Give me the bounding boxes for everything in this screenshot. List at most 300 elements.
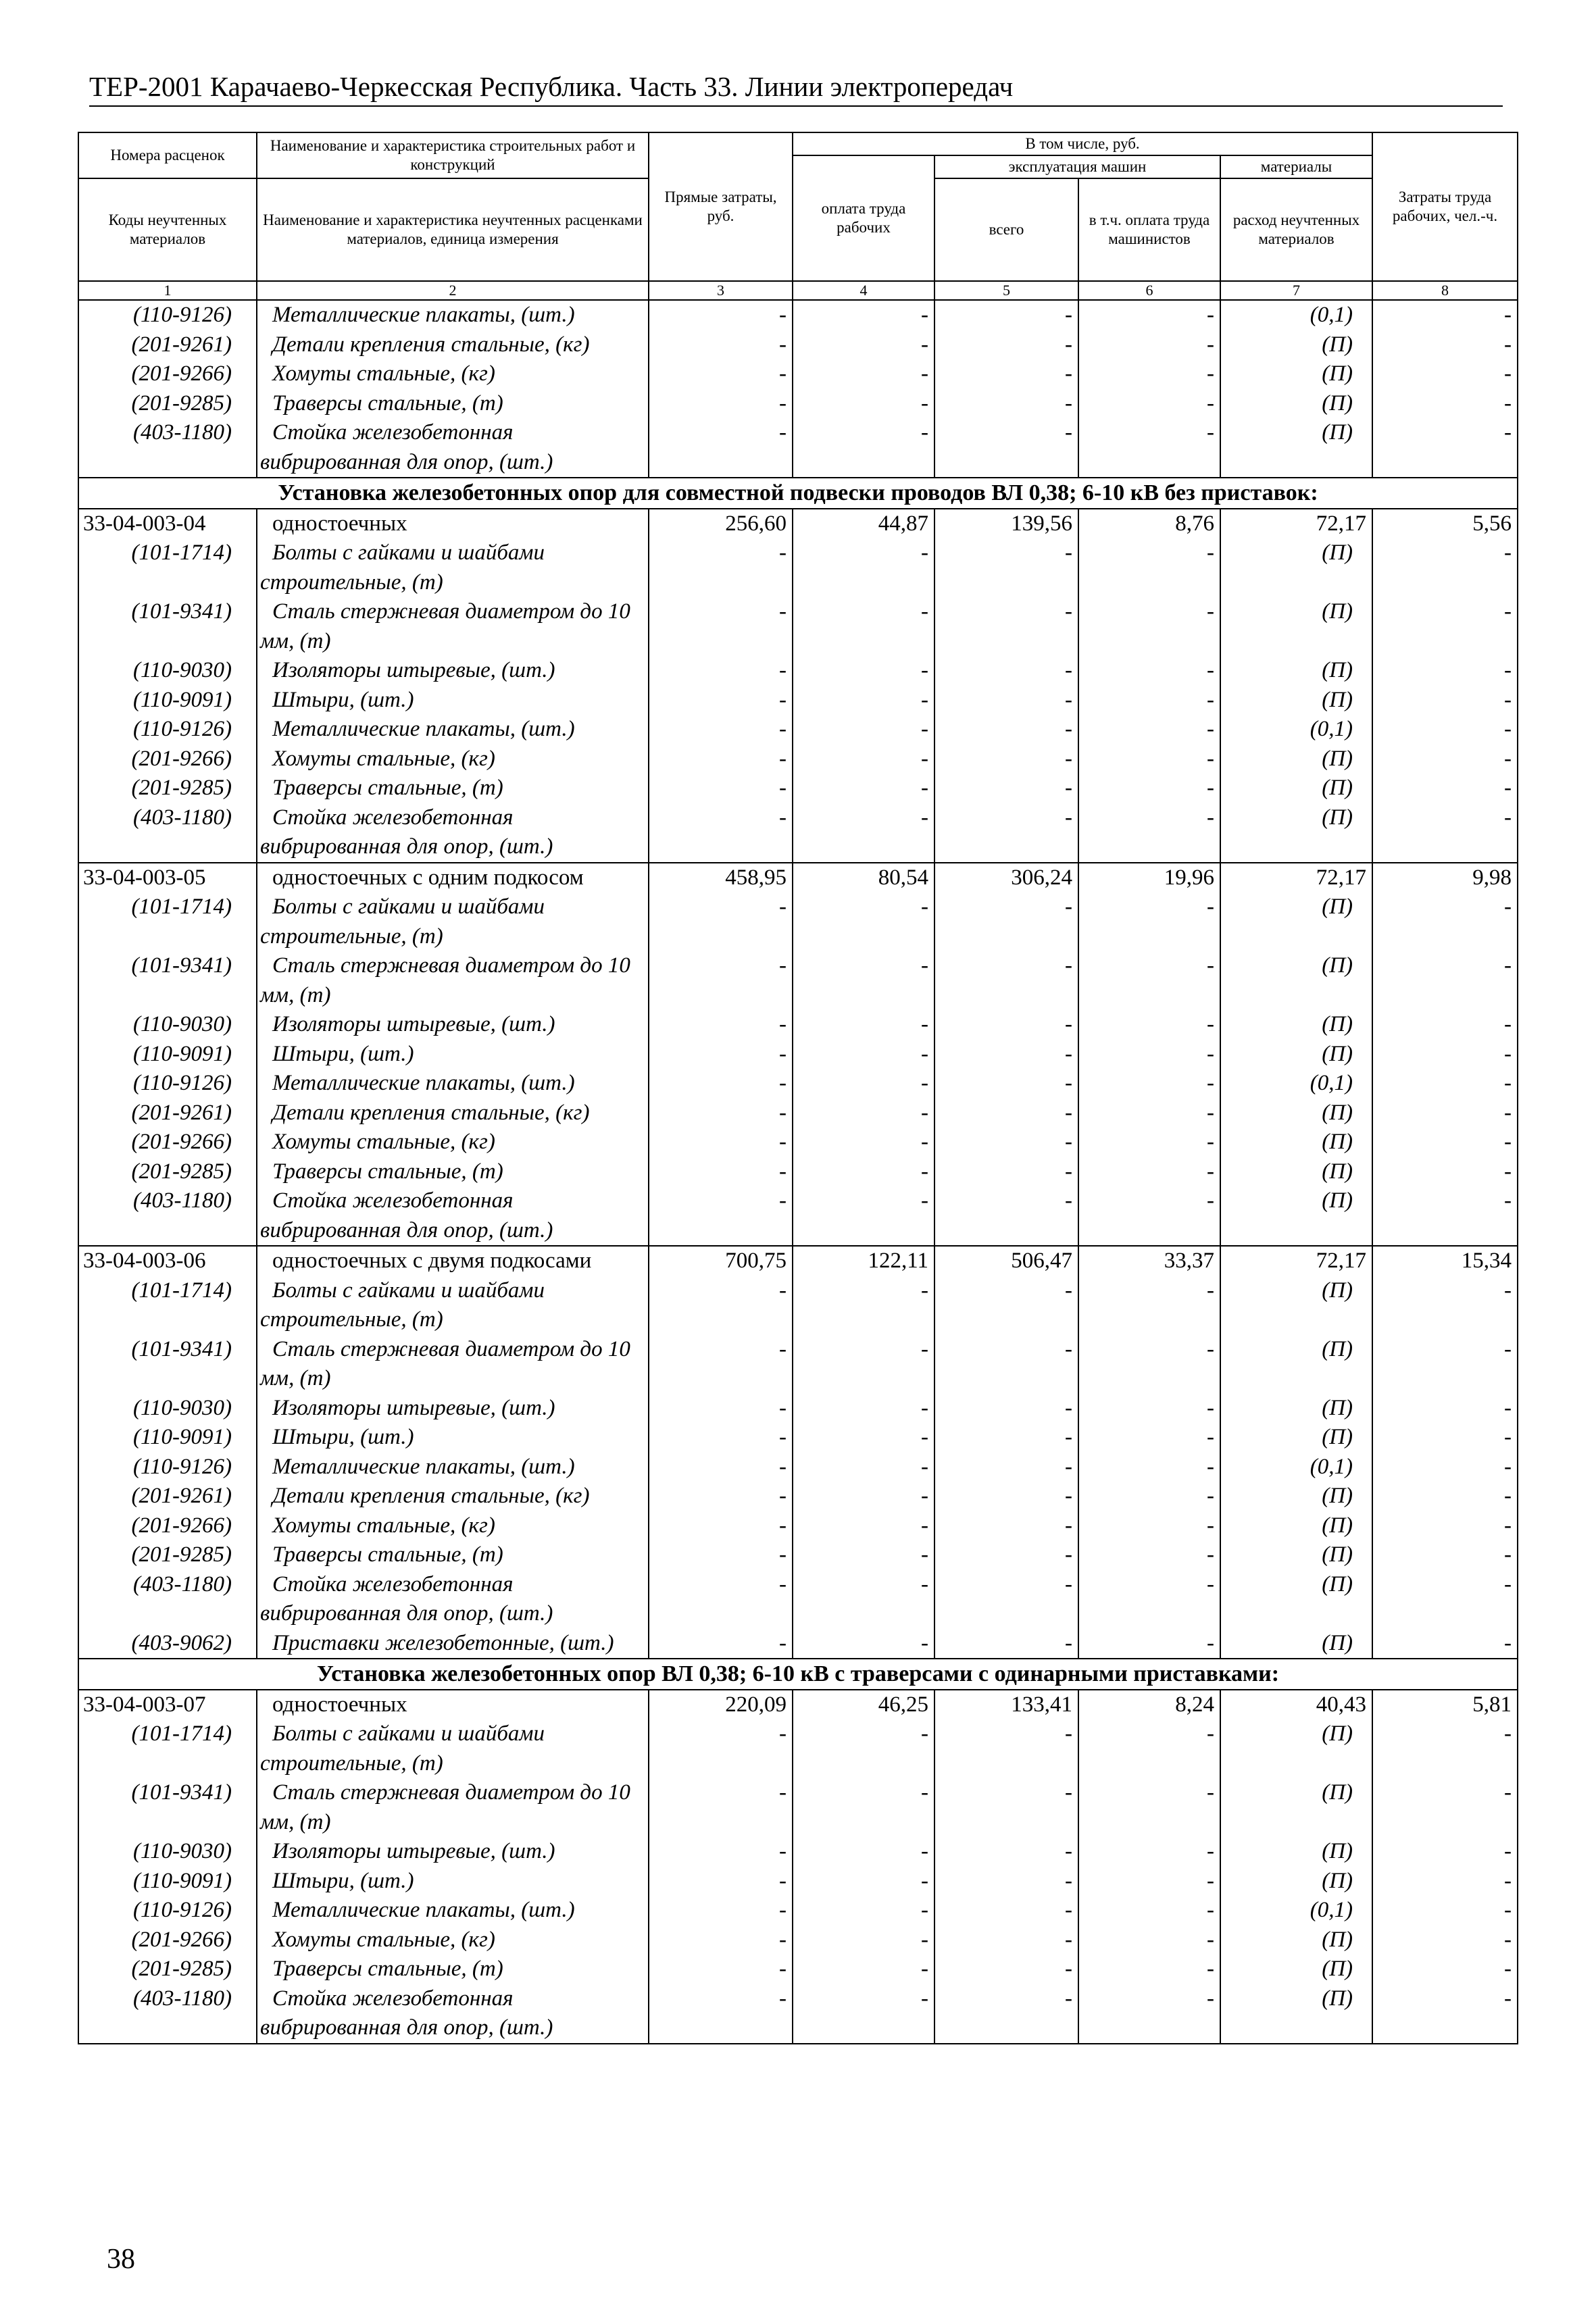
material-name: Траверсы стальные, (т) [257, 389, 649, 419]
material-code: (110-9030) [78, 1837, 257, 1867]
header-vtch: в т.ч. оплата труда машинистов [1078, 178, 1220, 281]
value-cell: - [793, 1984, 934, 2044]
col-number: 4 [793, 281, 934, 300]
value-cell: (П) [1220, 389, 1372, 419]
value-cell: - [649, 1511, 793, 1541]
material-name: Штыри, (шт.) [257, 1423, 649, 1453]
material-name: Болты с гайками и шайбами строительные, (т) [257, 892, 649, 951]
value-cell: - [1372, 656, 1518, 686]
value-cell: - [1078, 538, 1220, 597]
value-cell: - [1078, 656, 1220, 686]
value-cell: - [1078, 1157, 1220, 1187]
col-number: 5 [934, 281, 1078, 300]
value-cell: - [649, 1099, 793, 1128]
material-code: (201-9285) [78, 1955, 257, 1984]
material-code: (101-1714) [78, 1719, 257, 1778]
value-cell: 139,56 [934, 509, 1078, 539]
value-cell: 46,25 [793, 1690, 934, 1720]
value-cell: - [1078, 1955, 1220, 1984]
material-code: (110-9030) [78, 1010, 257, 1040]
material-row [78, 359, 1518, 389]
material-code: (403-9062) [78, 1629, 257, 1659]
value-cell: - [1372, 1837, 1518, 1867]
value-cell: (П) [1220, 1511, 1372, 1541]
value-cell: - [649, 1040, 793, 1070]
material-name: Металлические плакаты, (шт.) [257, 715, 649, 745]
value-cell: - [793, 892, 934, 951]
value-cell: - [1078, 951, 1220, 1010]
header-vsego: всего [934, 178, 1078, 281]
value-cell: - [793, 1099, 934, 1128]
value-cell: - [1078, 330, 1220, 360]
value-cell: - [934, 1010, 1078, 1040]
material-row [78, 1896, 1518, 1926]
value-cell: (П) [1220, 1984, 1372, 2044]
material-code: (101-1714) [78, 892, 257, 951]
material-code: (110-9126) [78, 1453, 257, 1482]
material-name: Изоляторы штыревые, (шт.) [257, 1010, 649, 1040]
value-cell: - [934, 1984, 1078, 2044]
material-code: (201-9266) [78, 1128, 257, 1157]
value-cell: - [934, 715, 1078, 745]
value-cell: (0,1) [1220, 1069, 1372, 1099]
value-cell: 5,81 [1372, 1690, 1518, 1720]
material-code: (201-9285) [78, 1157, 257, 1187]
value-cell: - [649, 1394, 793, 1424]
col-number: 7 [1220, 281, 1372, 300]
value-cell: - [649, 1157, 793, 1187]
material-code: (110-9126) [78, 300, 257, 330]
header-materialy: материалы [1220, 155, 1372, 178]
value-cell: (П) [1220, 1040, 1372, 1070]
value-cell: - [649, 1955, 793, 1984]
value-cell: - [649, 1010, 793, 1040]
material-name: Траверсы стальные, (т) [257, 1540, 649, 1570]
value-cell: - [1078, 1010, 1220, 1040]
material-name: Болты с гайками и шайбами строительные, (т) [257, 538, 649, 597]
material-code: (110-9030) [78, 656, 257, 686]
value-cell: - [1372, 1394, 1518, 1424]
material-name: Изоляторы штыревые, (шт.) [257, 1837, 649, 1867]
table-header [78, 132, 1518, 300]
material-row [78, 538, 1518, 597]
rate-row [78, 1246, 1518, 1276]
material-row [78, 389, 1518, 419]
value-cell: (П) [1220, 1099, 1372, 1128]
col-number: 2 [257, 281, 649, 300]
material-code: (201-9285) [78, 389, 257, 419]
value-cell: - [1372, 1276, 1518, 1335]
value-cell: (П) [1220, 1335, 1372, 1394]
value-cell: (0,1) [1220, 300, 1372, 330]
material-code: (403-1180) [78, 1570, 257, 1629]
material-row [78, 1778, 1518, 1837]
value-cell: - [793, 1540, 934, 1570]
material-name: Металлические плакаты, (шт.) [257, 1069, 649, 1099]
value-cell: (П) [1220, 1482, 1372, 1511]
value-cell: - [934, 1837, 1078, 1867]
value-cell: 72,17 [1220, 1246, 1372, 1276]
value-cell: - [934, 1778, 1078, 1837]
page-number: 38 [107, 2244, 135, 2275]
material-name: Сталь стержневая диаметром до 10 мм, (т) [257, 951, 649, 1010]
material-row [78, 300, 1518, 330]
value-cell: - [793, 1335, 934, 1394]
value-cell: - [649, 330, 793, 360]
value-cell: (П) [1220, 686, 1372, 715]
value-cell: - [1372, 1719, 1518, 1778]
material-row [78, 892, 1518, 951]
col-number: 1 [78, 281, 257, 300]
material-row [78, 686, 1518, 715]
value-cell: - [934, 1719, 1078, 1778]
value-cell: (П) [1220, 418, 1372, 478]
value-cell: 80,54 [793, 863, 934, 893]
value-cell: 122,11 [793, 1246, 934, 1276]
value-cell: - [934, 359, 1078, 389]
value-cell: - [934, 1157, 1078, 1187]
value-cell: - [934, 1926, 1078, 1955]
material-name: Детали крепления стальные, (кг) [257, 1482, 649, 1511]
value-cell: - [793, 1010, 934, 1040]
value-cell: (П) [1220, 597, 1372, 656]
work-name: одностоечных [257, 1690, 649, 1720]
value-cell: (П) [1220, 359, 1372, 389]
material-name: Металлические плакаты, (шт.) [257, 1896, 649, 1926]
value-cell: - [649, 686, 793, 715]
value-cell: - [934, 1069, 1078, 1099]
value-cell: - [649, 1719, 793, 1778]
work-name: одностоечных с двумя подкосами [257, 1246, 649, 1276]
value-cell: - [1078, 1926, 1220, 1955]
value-cell: - [934, 1453, 1078, 1482]
material-name: Сталь стержневая диаметром до 10 мм, (т) [257, 597, 649, 656]
value-cell: - [793, 1629, 934, 1659]
header-naim: Наименование и характеристика строительных работ и конструкций [257, 132, 649, 178]
work-name: одностоечных с одним подкосом [257, 863, 649, 893]
material-code: (201-9266) [78, 1511, 257, 1541]
material-name: Траверсы стальные, (т) [257, 1955, 649, 1984]
value-cell: - [1372, 745, 1518, 774]
rate-code: 33-04-003-04 [78, 509, 257, 539]
value-cell: - [793, 656, 934, 686]
value-cell: 5,56 [1372, 509, 1518, 539]
material-name: Штыри, (шт.) [257, 1867, 649, 1896]
material-row [78, 803, 1518, 863]
material-name: Сталь стержневая диаметром до 10 мм, (т) [257, 1335, 649, 1394]
material-name: Стойка железобетонная вибрированная для опор, (шт.) [257, 1570, 649, 1629]
material-code: (403-1180) [78, 1186, 257, 1246]
value-cell: - [793, 359, 934, 389]
value-cell: (П) [1220, 1157, 1372, 1187]
material-name: Хомуты стальные, (кг) [257, 1926, 649, 1955]
value-cell: - [793, 300, 934, 330]
material-code: (201-9266) [78, 359, 257, 389]
header-pryamye: Прямые затраты, руб. [649, 132, 793, 281]
value-cell: - [649, 1570, 793, 1629]
value-cell: (П) [1220, 538, 1372, 597]
value-cell: 40,43 [1220, 1690, 1372, 1720]
material-row [78, 1867, 1518, 1896]
value-cell: - [934, 1955, 1078, 1984]
material-name: Болты с гайками и шайбами строительные, (т) [257, 1276, 649, 1335]
value-cell: - [934, 1540, 1078, 1570]
col-number: 3 [649, 281, 793, 300]
value-cell: - [1078, 418, 1220, 478]
material-code: (110-9091) [78, 686, 257, 715]
rate-row [78, 863, 1518, 893]
value-cell: - [1372, 597, 1518, 656]
material-name: Сталь стержневая диаметром до 10 мм, (т) [257, 1778, 649, 1837]
material-code: (110-9091) [78, 1040, 257, 1070]
material-code: (201-9266) [78, 745, 257, 774]
value-cell: - [649, 1482, 793, 1511]
value-cell: - [1078, 1335, 1220, 1394]
value-cell: - [1078, 1540, 1220, 1570]
material-name: Хомуты стальные, (кг) [257, 745, 649, 774]
value-cell: - [1372, 1482, 1518, 1511]
value-cell: - [793, 774, 934, 803]
value-cell: - [793, 1896, 934, 1926]
material-row [78, 1010, 1518, 1040]
value-cell: - [649, 1867, 793, 1896]
material-name: Детали крепления стальные, (кг) [257, 330, 649, 360]
material-name: Хомуты стальные, (кг) [257, 1128, 649, 1157]
material-row [78, 1955, 1518, 1984]
section-heading: Установка железобетонных опор для совместной подвески проводов ВЛ 0,38; 6-10 кВ без приставок: [78, 478, 1518, 509]
material-code: (101-1714) [78, 1276, 257, 1335]
value-cell: - [1372, 538, 1518, 597]
value-cell: - [793, 715, 934, 745]
value-cell: (П) [1220, 1837, 1372, 1867]
value-cell: - [1078, 1482, 1220, 1511]
value-cell: - [649, 715, 793, 745]
value-cell: - [1372, 300, 1518, 330]
material-name: Детали крепления стальные, (кг) [257, 1099, 649, 1128]
rate-code: 33-04-003-06 [78, 1246, 257, 1276]
value-cell: (П) [1220, 1629, 1372, 1659]
value-cell: - [793, 1069, 934, 1099]
material-row [78, 1719, 1518, 1778]
value-cell: - [1078, 1099, 1220, 1128]
value-cell: - [1372, 418, 1518, 478]
material-row [78, 1069, 1518, 1099]
value-cell: - [793, 538, 934, 597]
value-cell: - [649, 1540, 793, 1570]
value-cell: (0,1) [1220, 1453, 1372, 1482]
value-cell: - [1078, 1778, 1220, 1837]
value-cell: - [1372, 1778, 1518, 1837]
value-cell: - [1372, 1896, 1518, 1926]
value-cell: (П) [1220, 892, 1372, 951]
value-cell: - [1078, 1629, 1220, 1659]
header-vtom: В том числе, руб. [793, 132, 1372, 155]
value-cell: - [1078, 1423, 1220, 1453]
material-name: Приставки железобетонные, (шт.) [257, 1629, 649, 1659]
value-cell: - [793, 1482, 934, 1511]
value-cell: 306,24 [934, 863, 1078, 893]
material-code: (110-9126) [78, 1069, 257, 1099]
value-cell: (П) [1220, 1540, 1372, 1570]
col-number: 6 [1078, 281, 1220, 300]
section-heading-row [78, 1659, 1518, 1690]
value-cell: - [1078, 1040, 1220, 1070]
material-name: Стойка железобетонная вибрированная для опор, (шт.) [257, 1186, 649, 1246]
value-cell: - [1078, 774, 1220, 803]
value-cell: - [649, 951, 793, 1010]
value-cell: - [793, 1926, 934, 1955]
value-cell: - [1372, 1128, 1518, 1157]
value-cell: - [934, 1394, 1078, 1424]
work-name: одностоечных [257, 509, 649, 539]
value-cell: - [1078, 745, 1220, 774]
value-cell: - [1078, 1867, 1220, 1896]
value-cell: - [1078, 1511, 1220, 1541]
material-name: Металлические плакаты, (шт.) [257, 300, 649, 330]
value-cell: - [934, 1276, 1078, 1335]
value-cell: - [649, 745, 793, 774]
value-cell: - [649, 1629, 793, 1659]
value-cell: - [649, 597, 793, 656]
value-cell: (П) [1220, 1128, 1372, 1157]
value-cell: - [1078, 300, 1220, 330]
table-body [78, 300, 1518, 2044]
value-cell: 458,95 [649, 863, 793, 893]
material-row [78, 418, 1518, 478]
value-cell: - [1372, 389, 1518, 419]
material-name: Металлические плакаты, (шт.) [257, 1453, 649, 1482]
value-cell: - [649, 1128, 793, 1157]
value-cell: - [793, 1511, 934, 1541]
col-number: 8 [1372, 281, 1518, 300]
value-cell: - [934, 1423, 1078, 1453]
material-row [78, 1453, 1518, 1482]
value-cell: - [1372, 1010, 1518, 1040]
value-cell: 506,47 [934, 1246, 1078, 1276]
material-code: (403-1180) [78, 803, 257, 863]
value-cell: - [1372, 1926, 1518, 1955]
value-cell: - [649, 1896, 793, 1926]
material-code: (403-1180) [78, 418, 257, 478]
value-cell: - [1078, 1453, 1220, 1482]
header-nomera: Номера расценок [78, 132, 257, 178]
value-cell: (П) [1220, 1867, 1372, 1896]
section-heading: Установка железобетонных опор ВЛ 0,38; 6-10 кВ с траверсами с одинарными приставками: [78, 1659, 1518, 1690]
material-code: (201-9261) [78, 330, 257, 360]
value-cell: - [793, 1128, 934, 1157]
value-cell: - [1078, 1069, 1220, 1099]
value-cell: 8,24 [1078, 1690, 1220, 1720]
material-code: (110-9126) [78, 715, 257, 745]
value-cell: 8,76 [1078, 509, 1220, 539]
value-cell: - [1372, 1423, 1518, 1453]
value-cell: 33,37 [1078, 1246, 1220, 1276]
value-cell: - [1372, 1570, 1518, 1629]
material-row [78, 1276, 1518, 1335]
value-cell: - [934, 1896, 1078, 1926]
material-code: (110-9091) [78, 1867, 257, 1896]
value-cell: - [793, 1423, 934, 1453]
value-cell: - [649, 1335, 793, 1394]
value-cell: - [649, 803, 793, 863]
value-cell: - [649, 1276, 793, 1335]
header-naim2: Наименование и характеристика неучтенных расценками материалов, единица измерения [257, 178, 649, 281]
value-cell: - [649, 1778, 793, 1837]
material-name: Штыри, (шт.) [257, 686, 649, 715]
material-row [78, 1394, 1518, 1424]
section-heading-row [78, 478, 1518, 509]
value-cell: - [1078, 1186, 1220, 1246]
material-row [78, 774, 1518, 803]
value-cell: 72,17 [1220, 509, 1372, 539]
value-cell: (П) [1220, 745, 1372, 774]
value-cell: - [934, 892, 1078, 951]
material-row [78, 951, 1518, 1010]
value-cell: - [1078, 1394, 1220, 1424]
value-cell: - [1078, 1570, 1220, 1629]
value-cell: (П) [1220, 1276, 1372, 1335]
material-code: (101-9341) [78, 951, 257, 1010]
value-cell: - [1078, 686, 1220, 715]
value-cell: - [1372, 330, 1518, 360]
value-cell: - [1372, 1186, 1518, 1246]
value-cell: - [934, 1128, 1078, 1157]
material-row [78, 1629, 1518, 1659]
value-cell: - [1078, 1128, 1220, 1157]
value-cell: - [934, 656, 1078, 686]
value-cell: - [649, 656, 793, 686]
material-name: Стойка железобетонная вибрированная для опор, (шт.) [257, 1984, 649, 2044]
material-name: Траверсы стальные, (т) [257, 1157, 649, 1187]
material-row [78, 1926, 1518, 1955]
value-cell: (П) [1220, 1926, 1372, 1955]
value-cell: - [1372, 1453, 1518, 1482]
material-name: Изоляторы штыревые, (шт.) [257, 656, 649, 686]
value-cell: - [793, 745, 934, 774]
value-cell: 133,41 [934, 1690, 1078, 1720]
material-code: (403-1180) [78, 1984, 257, 2044]
value-cell: - [1372, 1099, 1518, 1128]
value-cell: 256,60 [649, 509, 793, 539]
value-cell: - [934, 597, 1078, 656]
material-row [78, 1482, 1518, 1511]
value-cell: (П) [1220, 1423, 1372, 1453]
value-cell: (П) [1220, 656, 1372, 686]
material-name: Хомуты стальные, (кг) [257, 1511, 649, 1541]
material-code: (110-9126) [78, 1896, 257, 1926]
value-cell: - [1372, 803, 1518, 863]
value-cell: - [934, 1482, 1078, 1511]
value-cell: - [1372, 892, 1518, 951]
rate-row [78, 1690, 1518, 1720]
value-cell: - [649, 1069, 793, 1099]
value-cell: - [649, 1423, 793, 1453]
value-cell: - [1372, 1984, 1518, 2044]
value-cell: - [1372, 1335, 1518, 1394]
value-cell: - [1372, 1069, 1518, 1099]
value-cell: 72,17 [1220, 863, 1372, 893]
value-cell: - [1372, 1511, 1518, 1541]
value-cell: - [649, 1453, 793, 1482]
value-cell: - [934, 330, 1078, 360]
value-cell: - [1078, 1984, 1220, 2044]
material-code: (101-9341) [78, 597, 257, 656]
value-cell: - [1372, 686, 1518, 715]
value-cell: - [793, 389, 934, 419]
value-cell: - [793, 418, 934, 478]
material-code: (201-9266) [78, 1926, 257, 1955]
material-code: (201-9285) [78, 774, 257, 803]
